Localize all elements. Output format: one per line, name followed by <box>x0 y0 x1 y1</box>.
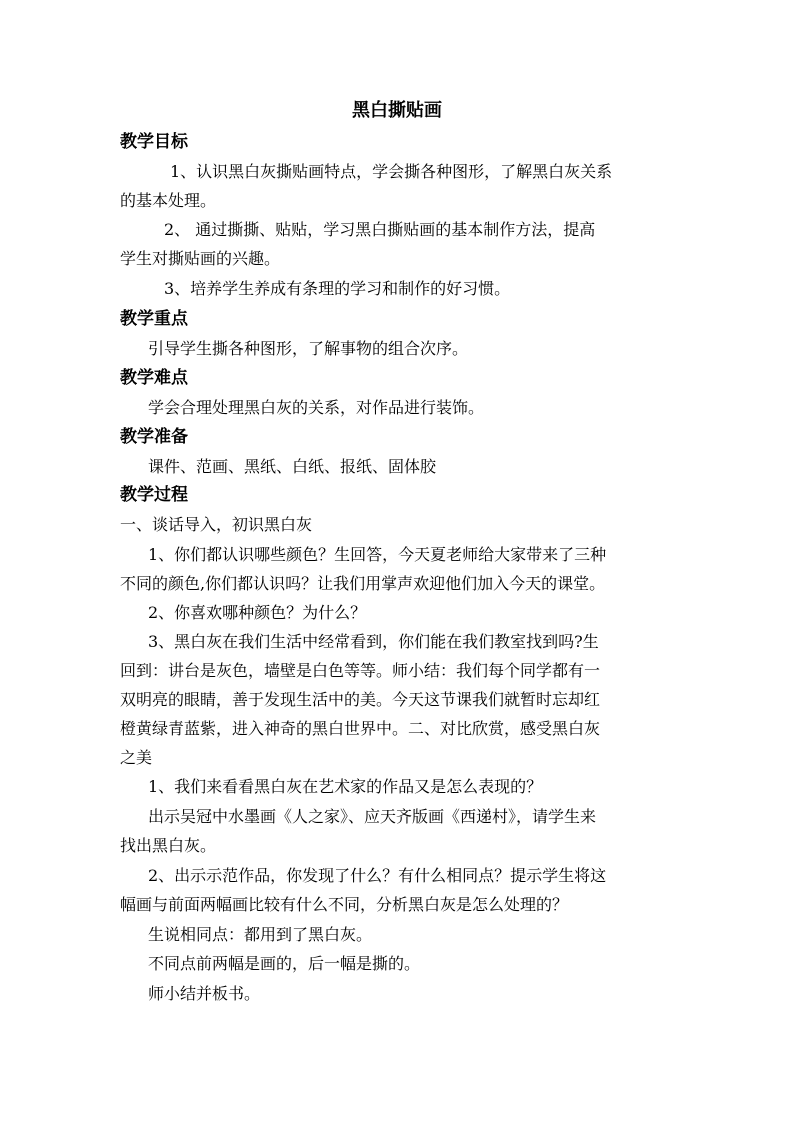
process-line-16: 不同点前两幅是画的，后一幅是撕的。 <box>148 954 421 973</box>
process-line-15: 生说相同点：都用到了黑白灰。 <box>148 925 373 944</box>
process-line-17: 师小结并板书。 <box>148 984 261 1003</box>
goal-line-2: 的基本处理。 <box>120 191 217 210</box>
process-line-10: 1、我们来看看黑白灰在艺术家的作品又是怎么表现的？ <box>148 777 543 796</box>
section-heading-goals: 教学目标 <box>120 132 188 152</box>
key-point-line-1: 引导学生撕各种图形，了解事物的组合次序。 <box>148 339 469 358</box>
process-line-1: 一、谈话导入，初识黑白灰 <box>120 515 313 534</box>
section-heading-difficulties: 教学难点 <box>120 368 188 388</box>
goal-line-3: 2、 通过撕撕、贴贴，学习黑白撕贴画的基本制作方法，提高 <box>164 220 596 239</box>
section-heading-process: 教学过程 <box>120 485 188 505</box>
process-line-9: 之美 <box>120 748 153 767</box>
process-line-13: 2、出示示范作品，你发现了什么？有什么相同点？提示学生将这 <box>148 866 607 885</box>
process-line-3: 不同的颜色,你们都认识吗？让我们用掌声欢迎他们加入今天的课堂。 <box>120 574 606 593</box>
process-line-6: 回到：讲台是灰色，墙壁是白色等等。师小结：我们每个同学都有一 <box>120 661 601 680</box>
section-heading-preparation: 教学准备 <box>120 427 188 447</box>
goal-line-4: 学生对撕贴画的兴趣。 <box>120 249 281 268</box>
goal-line-1: 1、认识黑白灰撕贴画特点，学会撕各种图形，了解黑白灰关系 <box>170 162 613 181</box>
process-line-12: 找出黑白灰。 <box>120 836 217 855</box>
process-line-4: 2、你喜欢哪种颜色？为什么？ <box>148 603 367 622</box>
process-line-14: 幅画与前面两幅画比较有什么不同，分析黑白灰是怎么处理的？ <box>120 895 569 914</box>
document-title: 黑白撕贴画 <box>352 100 442 121</box>
process-line-2: 1、你们都认识哪些颜色？生回答，今天夏老师给大家带来了三种 <box>148 545 607 564</box>
process-line-8: 橙黄绿青蓝紫，进入神奇的黑白世界中。二、对比欣赏，感受黑白灰 <box>120 719 601 738</box>
process-line-7: 双明亮的眼睛，善于发现生活中的美。今天这节课我们就暂时忘却红 <box>120 690 601 709</box>
process-line-11: 出示吴冠中水墨画《人之家》、应天齐版画《西递村》，请学生来 <box>148 807 597 826</box>
goal-line-5: 3、培养学生养成有条理的学习和制作的好习惯。 <box>164 279 511 298</box>
preparation-line-1: 课件、范画、黑纸、白纸、报纸、固体胶 <box>148 457 437 476</box>
process-line-5: 3、黑白灰在我们生活中经常看到，你们能在我们教室找到吗?生 <box>148 632 599 651</box>
section-heading-key-points: 教学重点 <box>120 309 188 329</box>
difficulty-line-1: 学会合理处理黑白灰的关系，对作品进行装饰。 <box>148 398 485 417</box>
